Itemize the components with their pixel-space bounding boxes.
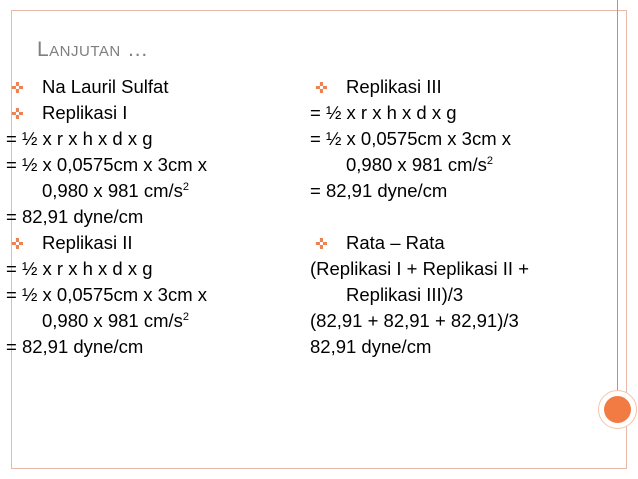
right-column (310, 74, 610, 360)
formula-line: = ½ x r x h x d x g (6, 258, 153, 279)
formula-line: = ½ x r x h x d x g (310, 102, 457, 123)
formula-line: 0,980 x 981 $cm/s^2$ (42, 180, 190, 201)
list-item: ✜ Replikasi I (6, 100, 306, 126)
result-line: 82,91 dyne/cm (310, 336, 432, 357)
formula-line: 0,980 x 981 $cm/s^2$ (346, 154, 494, 175)
bullet-icon: ✜ (11, 106, 24, 123)
decorative-circle (598, 390, 637, 429)
list-item: ✜ Rata – Rata (310, 230, 610, 256)
formula-line: = ½ x 0,0575cm x 3cm x (6, 154, 208, 175)
bullet-icon: ✜ (11, 80, 24, 97)
bullet-icon: ✜ (11, 236, 24, 253)
formula-line: = ½ x 0,0575cm x 3cm x (6, 284, 208, 305)
result-line: = 82,91 dyne/cm (6, 336, 144, 357)
list-item: ✜ Na Lauril Sulfat (6, 74, 306, 100)
formula-line: (Replikasi I + Replikasi II + (310, 258, 530, 279)
result-line: = 82,91 dyne/cm (6, 206, 144, 227)
list-item: ✜ Replikasi III (310, 74, 610, 100)
formula-line: 0,980 x 981 $cm/s^2$ (42, 310, 190, 331)
formula-line: Replikasi III)/3 (346, 284, 464, 305)
formula-line: = ½ x r x h x d x g (6, 128, 153, 149)
list-item: ✜ Replikasi II (6, 230, 306, 256)
decorative-circle-inner (604, 396, 631, 423)
bullet-icon: ✜ (315, 80, 328, 97)
accent-line (617, 0, 618, 390)
bullet-icon: ✜ (315, 236, 328, 253)
slide-title: Lanjutan … (37, 38, 149, 61)
formula-line: (82,91 + 82,91 + 82,91)/3 (310, 310, 519, 331)
result-line: = 82,91 dyne/cm (310, 180, 448, 201)
left-column (6, 74, 306, 360)
spacer (310, 204, 610, 230)
formula-line: = ½ x 0,0575cm x 3cm x (310, 128, 512, 149)
